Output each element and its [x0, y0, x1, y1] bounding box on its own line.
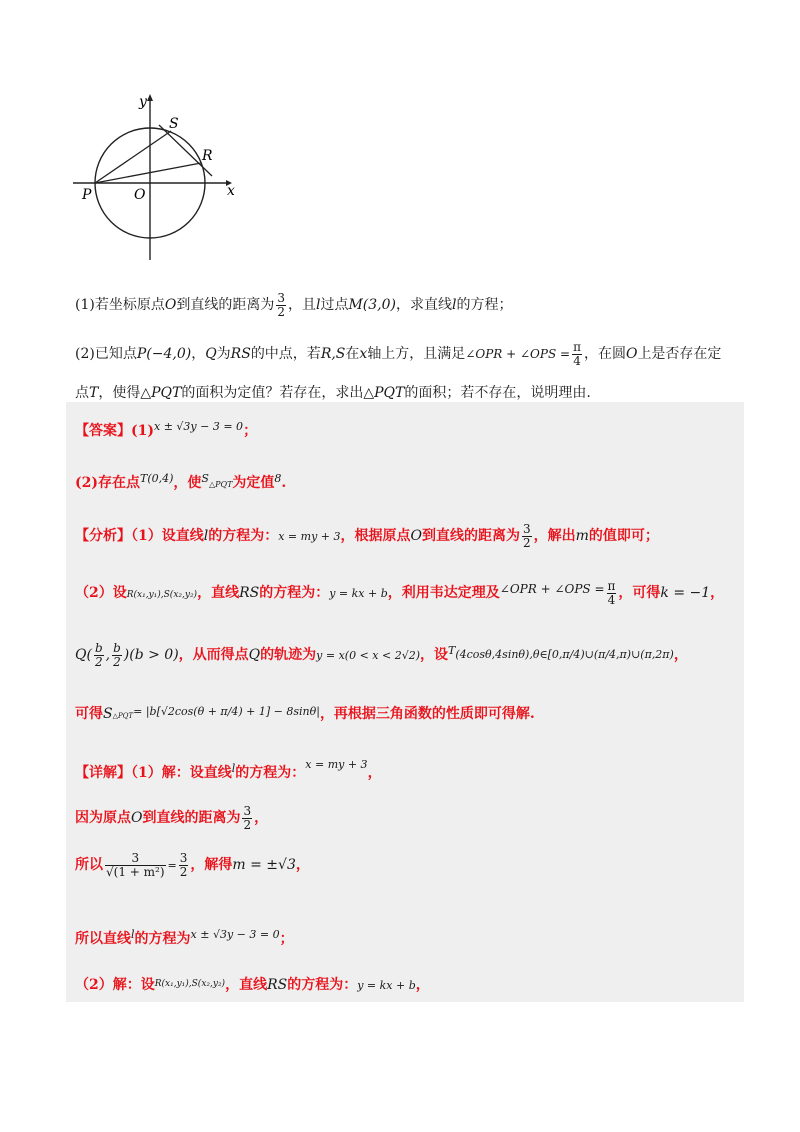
analysis-line4: 可得$S\triangle PQT^{= |b[√2cos(\theta + \pi/4) + 1] - 8sin\theta|}$，再根据三角函数的性质即可得解. — [75, 705, 535, 722]
label-p: P — [82, 187, 92, 203]
detail-line5: （2）解：设$^{R(x_1,y_1),S(x_2,y_2)}$，直线RS的方程为：y = kx + b， — [75, 977, 430, 993]
analysis-line1: 【分析】（1）设直线l的方程为：x = my + 3，根据原点O到直线的距离为 $\frac{3}{2}$ ，解出m的值即可； — [75, 522, 659, 550]
label-y: y — [139, 94, 147, 110]
problem-part2-line1: (2)已知点P(−4,0)，Q为RS的中点，若R,S在x轴上方，且满足∠OPR + ∠OPS = $\frac{\pi}{4}$ ，在圆O上是否存在定 — [75, 340, 722, 368]
detail-line2: 因为原点O到直线的距离为 $\frac{3}{2}$ ， — [75, 804, 269, 832]
analysis-line3: Q( $\frac{b}{2}$ , $\frac{b}{2}$ )(b > 0)，从而得点Q的轨迹为y = x(0 < x < 2√2)，设$^T$(4cosθ,4sinθ),θ∈[0,π/4)∪(π/4,π)∪(π,2π)， — [75, 641, 688, 669]
analysis-line2: （2）设R(x₁,y₁),S(x₂,y₂)，直线RS的方程为：y = kx + b，利用韦达定理及∠OPR + ∠OPS = $\frac{\pi}{4}$ ，可得k = −1， — [75, 579, 725, 607]
label-r: R — [202, 148, 213, 164]
problem-part1: (1)若坐标原点O到直线的距离为 $\frac{3}{2}$ ，且l过点M(3,0)，求直线l的方程； — [75, 291, 513, 319]
answer-line2: (2)存在点$^{T(0,4)}$，使$^S$△PQT为定值$^8$. — [75, 472, 287, 491]
detail-line1: 【详解】（1）解：设直线$^l$的方程为：$^{x = my + 3}$， — [75, 758, 382, 781]
detail-line3: 所以 $\frac{3}{\text{√(1 + m²)}}$ = $\frac{3}{2}$ ，解得m = ±√3， — [75, 851, 310, 879]
solution-highlight — [66, 402, 744, 1002]
label-x: x — [227, 183, 235, 199]
segment-pr — [95, 163, 201, 183]
problem-part2-line2: 点T，使得△PQT的面积为定值？若存在，求出△PQT的面积；若不存在，说明理由. — [75, 385, 591, 401]
detail-line4: 所以直线$^l$的方程为$^{x \pm √3y - 3 = 0}$； — [75, 928, 294, 947]
label-o: O — [134, 187, 146, 203]
circle-figure — [68, 88, 258, 263]
answer-line1: 【答案】$(1)^{x \pm √3y - 3 = 0}$； — [75, 420, 258, 439]
y-axis-arrow — [147, 94, 153, 101]
label-s: S — [169, 116, 179, 132]
